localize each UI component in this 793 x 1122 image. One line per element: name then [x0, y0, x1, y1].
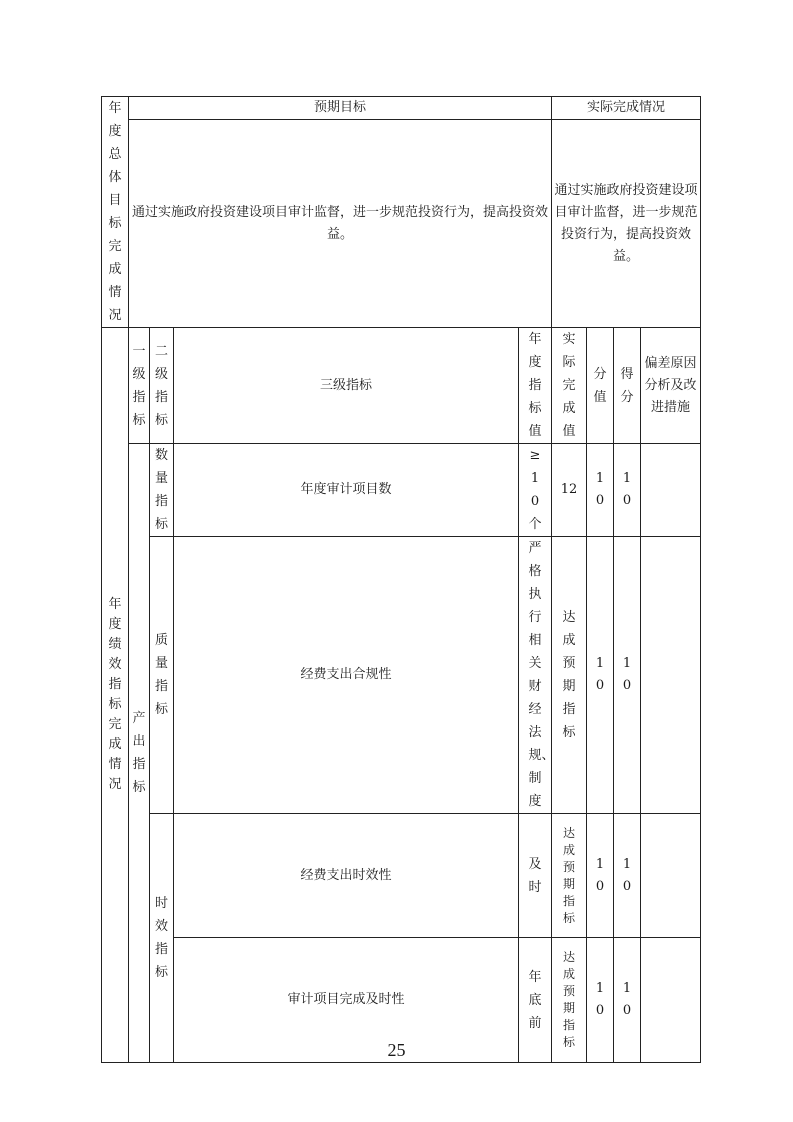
actual-value: 达成预期指标 — [563, 825, 576, 925]
level2-timeliness-cell — [150, 814, 174, 1063]
level3-header: 三级指标 — [174, 328, 519, 444]
level1-output-label: 产出指标 — [132, 711, 146, 795]
obtained-value: 10 — [622, 981, 632, 1018]
expected-header: 预期目标 — [129, 97, 552, 120]
actual-value-cell — [552, 814, 587, 938]
deviation-cell — [641, 537, 701, 814]
expected-text: 通过实施政府投资建设项目审计监督，进一步规范投资行为，提高投资效益。 — [129, 120, 552, 328]
score-cell — [587, 444, 614, 537]
score-value: 10 — [595, 471, 605, 508]
deviation-header-cell — [641, 328, 701, 444]
target-value: 年底前 — [528, 969, 542, 1031]
deviation-header: 偏差原因分析及改进措施 — [644, 355, 697, 415]
actual-text: 通过实施政府投资建设项目审计监督，进一步规范投资行为，提高投资效益。 — [552, 120, 701, 328]
indicator-side-label: 年度绩效指标完成情况 — [108, 597, 122, 792]
level3-name: 经费支出合规性 — [174, 537, 519, 814]
score-value: 10 — [595, 856, 605, 894]
actual-value: 达成预期指标 — [563, 950, 576, 1049]
score-value: 10 — [595, 981, 605, 1018]
actual-header: 实际完成情况 — [552, 97, 701, 120]
indicator-side-label-cell — [102, 328, 129, 1063]
indicator-row-timeliness-1 — [102, 814, 701, 938]
score-header: 分值 — [593, 366, 607, 405]
actual-value-header-cell — [552, 328, 587, 444]
obtained-value: 10 — [622, 656, 632, 693]
obtained-cell — [614, 814, 641, 938]
deviation-cell — [641, 444, 701, 537]
performance-table — [101, 96, 701, 1063]
score-cell — [587, 814, 614, 938]
obtained-header-cell — [614, 328, 641, 444]
summary-side-label-cell — [102, 97, 129, 328]
level3-name: 经费支出时效性 — [174, 814, 519, 938]
level2-quantity-cell — [150, 444, 174, 537]
level2-quality-label: 质量指标 — [155, 633, 169, 717]
level3-name: 审计项目完成及时性 — [174, 938, 519, 1063]
target-value: 严格执行相关财经法规、制度 — [528, 541, 555, 809]
target-value: ≥10个 — [528, 448, 542, 532]
level2-quantity-label: 数量指标 — [155, 448, 169, 532]
indicator-row-quality — [102, 537, 701, 814]
obtained-value: 10 — [622, 856, 632, 894]
obtained-cell — [614, 444, 641, 537]
level1-header: 一级指标 — [132, 343, 146, 428]
target-header-cell — [519, 328, 552, 444]
target-value-cell — [519, 537, 555, 814]
level2-header: 二级指标 — [155, 343, 169, 428]
summary-content-row — [102, 120, 701, 328]
obtained-cell — [614, 537, 641, 814]
target-value-cell — [519, 814, 552, 938]
level1-output-cell — [129, 444, 150, 1063]
level1-header-cell — [129, 328, 150, 444]
score-header-cell — [587, 328, 614, 444]
indicator-header-row — [102, 328, 701, 444]
actual-value: 达成预期指标 — [562, 610, 576, 740]
summary-side-label: 年度总体目标完成情况 — [108, 101, 122, 323]
actual-value-cell — [552, 537, 587, 814]
indicator-row-quantity — [102, 444, 701, 537]
level2-timeliness-label: 时效指标 — [155, 896, 169, 980]
level3-name: 年度审计项目数 — [174, 444, 519, 537]
target-value-cell — [519, 444, 552, 537]
score-value: 10 — [595, 656, 605, 693]
level2-quality-cell — [150, 537, 174, 814]
obtained-value: 10 — [622, 471, 632, 508]
target-value: 及时 — [528, 856, 542, 895]
deviation-cell — [641, 814, 701, 938]
target-header: 年度指标值 — [528, 332, 542, 439]
actual-value-header: 实际完成值 — [562, 332, 576, 439]
score-cell — [587, 537, 614, 814]
summary-header-row — [102, 97, 701, 120]
actual-value: 12 — [552, 444, 587, 537]
obtained-header: 得分 — [620, 366, 634, 405]
page-number: 25 — [387, 1040, 406, 1060]
level2-header-cell — [150, 328, 174, 444]
